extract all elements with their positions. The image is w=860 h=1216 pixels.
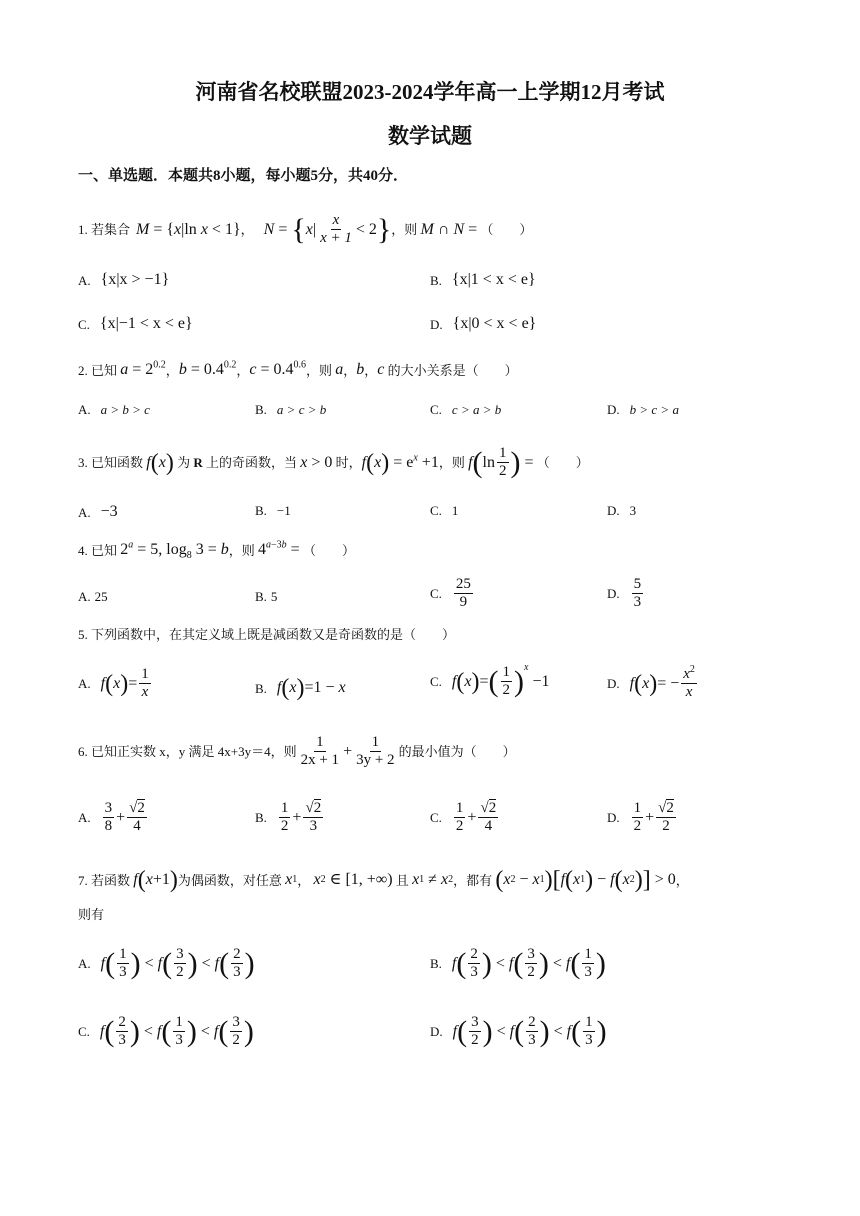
q4-option-d[interactable]: D. $\frac{5}{3}$ bbox=[607, 576, 642, 611]
q5-option-d[interactable]: D. f ( x ) = − $\frac{x^2}{x}$ bbox=[607, 664, 695, 701]
q6-option-b[interactable]: B. $\frac{1}{2}$ + $\frac{√2}{3}$ bbox=[255, 800, 322, 835]
q3-fraction: $\frac{1}{2}$ bbox=[499, 445, 507, 480]
question-7: 7. 若函数 f ( x +1 ) 为偶函数，对任意 x 1 ， x 2 ∈ [1, +∞) 且 x 1 ≠ x 2 ，都有 ( x 2 − x 1 ) [ f ( x 1 ) − f ( x 2 ) ] > 0 ， bbox=[78, 867, 689, 893]
question-5: 5. 下列函数中，在其定义域上既是减函数又是奇函数的是（ ） bbox=[78, 627, 456, 642]
q6-option-a[interactable]: A. $\frac{3}{8}$ + $\frac{√2}{4}$ bbox=[78, 800, 145, 835]
q2-option-a[interactable]: A. a > b > c bbox=[78, 402, 150, 417]
q4-option-a[interactable]: A. 25 bbox=[78, 589, 108, 604]
q6-option-d[interactable]: D. $\frac{1}{2}$ + $\frac{√2}{2}$ bbox=[607, 800, 674, 835]
question-7-continued: 则有 bbox=[78, 907, 105, 922]
question-1-number: 1. 若集合 bbox=[78, 222, 131, 238]
q5-option-c[interactable]: C. f ( x ) = ( $\frac{1}{2}$ ) $^x$ −1 bbox=[430, 661, 550, 699]
q1-option-a[interactable]: A. {x|x > −1} bbox=[78, 271, 170, 288]
q5-option-b[interactable]: B. f ( x ) =1 − x bbox=[255, 675, 346, 701]
q6-fraction-1: $\frac{1}{2x + 1}$ bbox=[300, 734, 340, 769]
q3-option-d[interactable]: D. 3 bbox=[607, 503, 637, 518]
q4-option-c[interactable]: C. $\frac{25}{9}$ bbox=[430, 576, 471, 611]
exam-subtitle: 数学试题 bbox=[388, 124, 472, 148]
q3-option-b[interactable]: B. −1 bbox=[255, 503, 291, 518]
q5-option-a[interactable]: A. f ( x ) = $\frac{1}{x}$ bbox=[78, 666, 149, 701]
set-m-definition: M bbox=[136, 220, 150, 238]
q7-option-a[interactable]: A. f ( $\frac{1}{3}$ ) < f ( $\frac{3}{2}$ ) < f ( $\frac{2}{3}$ ) bbox=[78, 946, 255, 981]
q2-option-b[interactable]: B. a > c > b bbox=[255, 402, 327, 417]
q6-fraction-2: $\frac{1}{3y + 2}$ bbox=[356, 734, 395, 769]
q3-option-a[interactable]: A. −3 bbox=[78, 503, 118, 520]
q1-option-b[interactable]: B. {x|1 < x < e} bbox=[430, 271, 536, 288]
q6-option-c[interactable]: C. $\frac{1}{2}$ + $\frac{√2}{4}$ bbox=[430, 800, 497, 835]
q1-option-c[interactable]: C. {x|−1 < x < e} bbox=[78, 315, 193, 332]
q2-option-d[interactable]: D. b > c > a bbox=[607, 402, 679, 417]
set-n-fraction: $\frac{x}{x + 1}$ bbox=[320, 212, 352, 247]
q3-option-c[interactable]: C. 1 bbox=[430, 503, 459, 518]
exam-title: 河南省名校联盟2023-2024学年高一上学期12月考试 bbox=[195, 80, 665, 104]
question-2: 2. 已知 a = $2^{0.2}$ ， b = $0.4^{0.2}$ ， c = $0.4^{0.6}$ ，则 a ， b ， c 的大小关系是（ ） bbox=[78, 359, 518, 378]
section-heading: 一、单选题．本题共8小题，每小题5分，共40分． bbox=[78, 168, 409, 184]
q7-option-d[interactable]: D. f ( $\frac{3}{2}$ ) < f ( $\frac{2}{3}$ ) < f ( $\frac{1}{3}$ ) bbox=[430, 1014, 607, 1049]
q1-option-d[interactable]: D. {x|0 < x < e} bbox=[430, 315, 537, 332]
set-n-definition: N bbox=[263, 220, 275, 238]
question-6: 6. 已知正实数 x，y 满足 4x+3y＝4，则 $\frac{1}{2x + 1}$ + $\frac{1}{3y + 2}$ 的最小值为（ ） bbox=[78, 734, 516, 769]
q2-option-c[interactable]: C. c > a > b bbox=[430, 402, 502, 417]
question-3: 3. 已知函数 f ( x ) 为 R 上的奇函数，当 x > 0 时， f ( x ) = $e^x +1$ ，则 f ( ln $\frac{1}{2}$ ) = （ ） bbox=[78, 445, 589, 480]
question-1: 1. 若集合 M = {x|ln x < 1} ， N = { x | $\frac{x}{x + 1}$ < 2 } ，则 M ∩ N = （ ） bbox=[78, 212, 533, 247]
q7-option-b[interactable]: B. f ( $\frac{2}{3}$ ) < f ( $\frac{3}{2}$ ) < f ( $\frac{1}{3}$ ) bbox=[430, 946, 606, 981]
question-4: 4. 已知 $2^a = 5$, $\log_8 3 = b$ ，则 $4^{a-3b}$ = （ ） bbox=[78, 539, 355, 562]
q7-option-c[interactable]: C. f ( $\frac{2}{3}$ ) < f ( $\frac{1}{3}$ ) < f ( $\frac{3}{2}$ ) bbox=[78, 1014, 254, 1049]
q4-option-b[interactable]: B. 5 bbox=[255, 589, 278, 604]
